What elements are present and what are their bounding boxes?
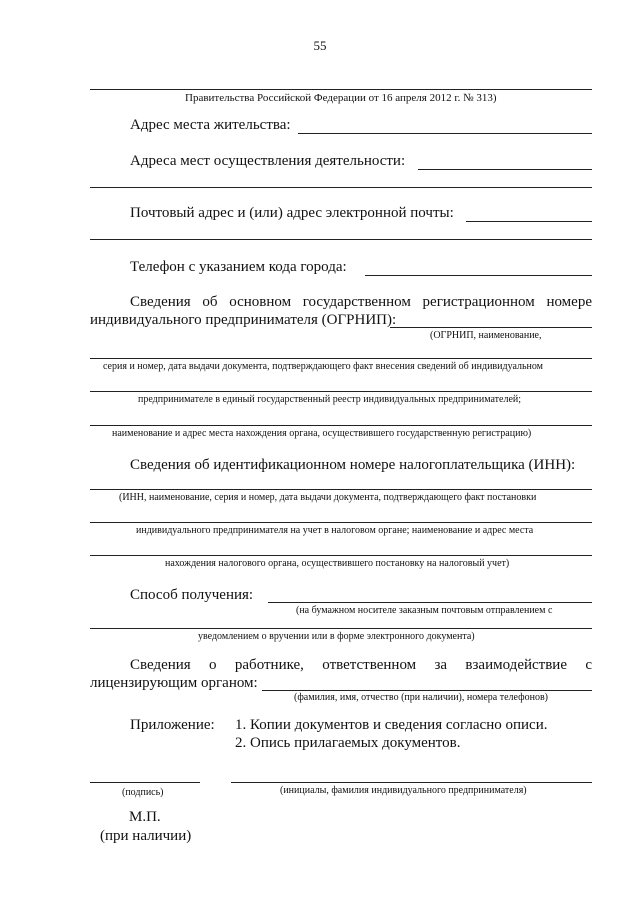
seal-note: (при наличии) xyxy=(100,828,192,844)
inn-hint-3: нахождения налогового органа, осуществившего постановку на налоговый учет) xyxy=(165,558,510,569)
activity-field-continued[interactable] xyxy=(90,187,592,188)
ogrnip-label-line2: индивидуального предпринимателя (ОГРНИП): xyxy=(90,312,397,328)
inn-field-3[interactable] xyxy=(90,555,592,556)
residence-field[interactable] xyxy=(298,133,592,134)
postal-field[interactable] xyxy=(466,221,592,222)
postal-field-continued[interactable] xyxy=(90,239,592,240)
inn-field[interactable] xyxy=(90,489,592,490)
inn-field-2[interactable] xyxy=(90,522,592,523)
receipt-field-2[interactable] xyxy=(90,628,592,629)
entrepreneur-name-hint: (инициалы, фамилия индивидуального предпринимателя) xyxy=(280,785,527,796)
ogrnip-hint-1: (ОГРНИП, наименование, xyxy=(430,330,542,341)
postal-label: Почтовый адрес и (или) адрес электронной почты: xyxy=(130,205,454,221)
receipt-hint-1: (на бумажном носителе заказным почтовым отправлением с xyxy=(296,605,553,616)
receipt-label: Способ получения: xyxy=(130,587,254,603)
activity-label: Адреса мест осуществления деятельности: xyxy=(130,153,406,169)
ogrnip-label-line1: Сведения об основном государственном регистрационном номере xyxy=(130,294,592,310)
residence-label: Адрес места жительства: xyxy=(130,117,291,133)
page-number: 55 xyxy=(313,38,327,53)
employee-hint: (фамилия, имя, отчество (при наличии), номера телефонов) xyxy=(294,692,548,703)
employee-label-line2: лицензирующим органом: xyxy=(90,675,258,691)
signature-field[interactable] xyxy=(90,782,200,783)
phone-field[interactable] xyxy=(365,275,592,276)
ogrnip-field-2[interactable] xyxy=(90,358,592,359)
ogrnip-hint-2: серия и номер, дата выдачи документа, подтверждающего факт внесения сведений об индивидуальном xyxy=(103,361,544,372)
ogrnip-field-3[interactable] xyxy=(90,391,592,392)
header-note: Правительства Российской Федерации от 16 апреля 2012 г. № 313) xyxy=(185,92,497,104)
ogrnip-field-4[interactable] xyxy=(90,425,592,426)
attachment-label: Приложение: xyxy=(130,717,215,733)
inn-hint-2: индивидуального предпринимателя на учет в налоговом органе; наименование и адрес места xyxy=(136,525,534,536)
attachment-item-2: 2. Опись прилагаемых документов. xyxy=(235,735,461,751)
employee-field[interactable] xyxy=(262,690,592,691)
seal-label: М.П. xyxy=(129,809,161,825)
ogrnip-field[interactable] xyxy=(390,327,592,328)
attachment-item-1: 1. Копии документов и сведения согласно описи. xyxy=(235,717,548,733)
entrepreneur-name-field[interactable] xyxy=(231,782,592,783)
phone-label: Телефон с указанием кода города: xyxy=(130,259,347,275)
header-rule xyxy=(90,89,592,90)
signature-hint: (подпись) xyxy=(122,787,164,798)
employee-label-line1: Сведения о работнике, ответственном за взаимодействие с xyxy=(130,657,592,673)
activity-field[interactable] xyxy=(418,169,592,170)
ogrnip-hint-4: наименование и адрес места нахождения органа, осуществившего государственную регистрацию) xyxy=(112,428,532,439)
inn-label: Сведения об идентификационном номере налогоплательщика (ИНН): xyxy=(130,457,576,473)
receipt-field[interactable] xyxy=(268,602,592,603)
ogrnip-hint-3: предпринимателе в единый государственный реестр индивидуальных предпринимателей; xyxy=(138,394,522,405)
inn-hint-1: (ИНН, наименование, серия и номер, дата выдачи документа, подтверждающего факт постановки xyxy=(119,492,537,503)
receipt-hint-2: уведомлением о вручении или в форме электронного документа) xyxy=(198,631,475,642)
